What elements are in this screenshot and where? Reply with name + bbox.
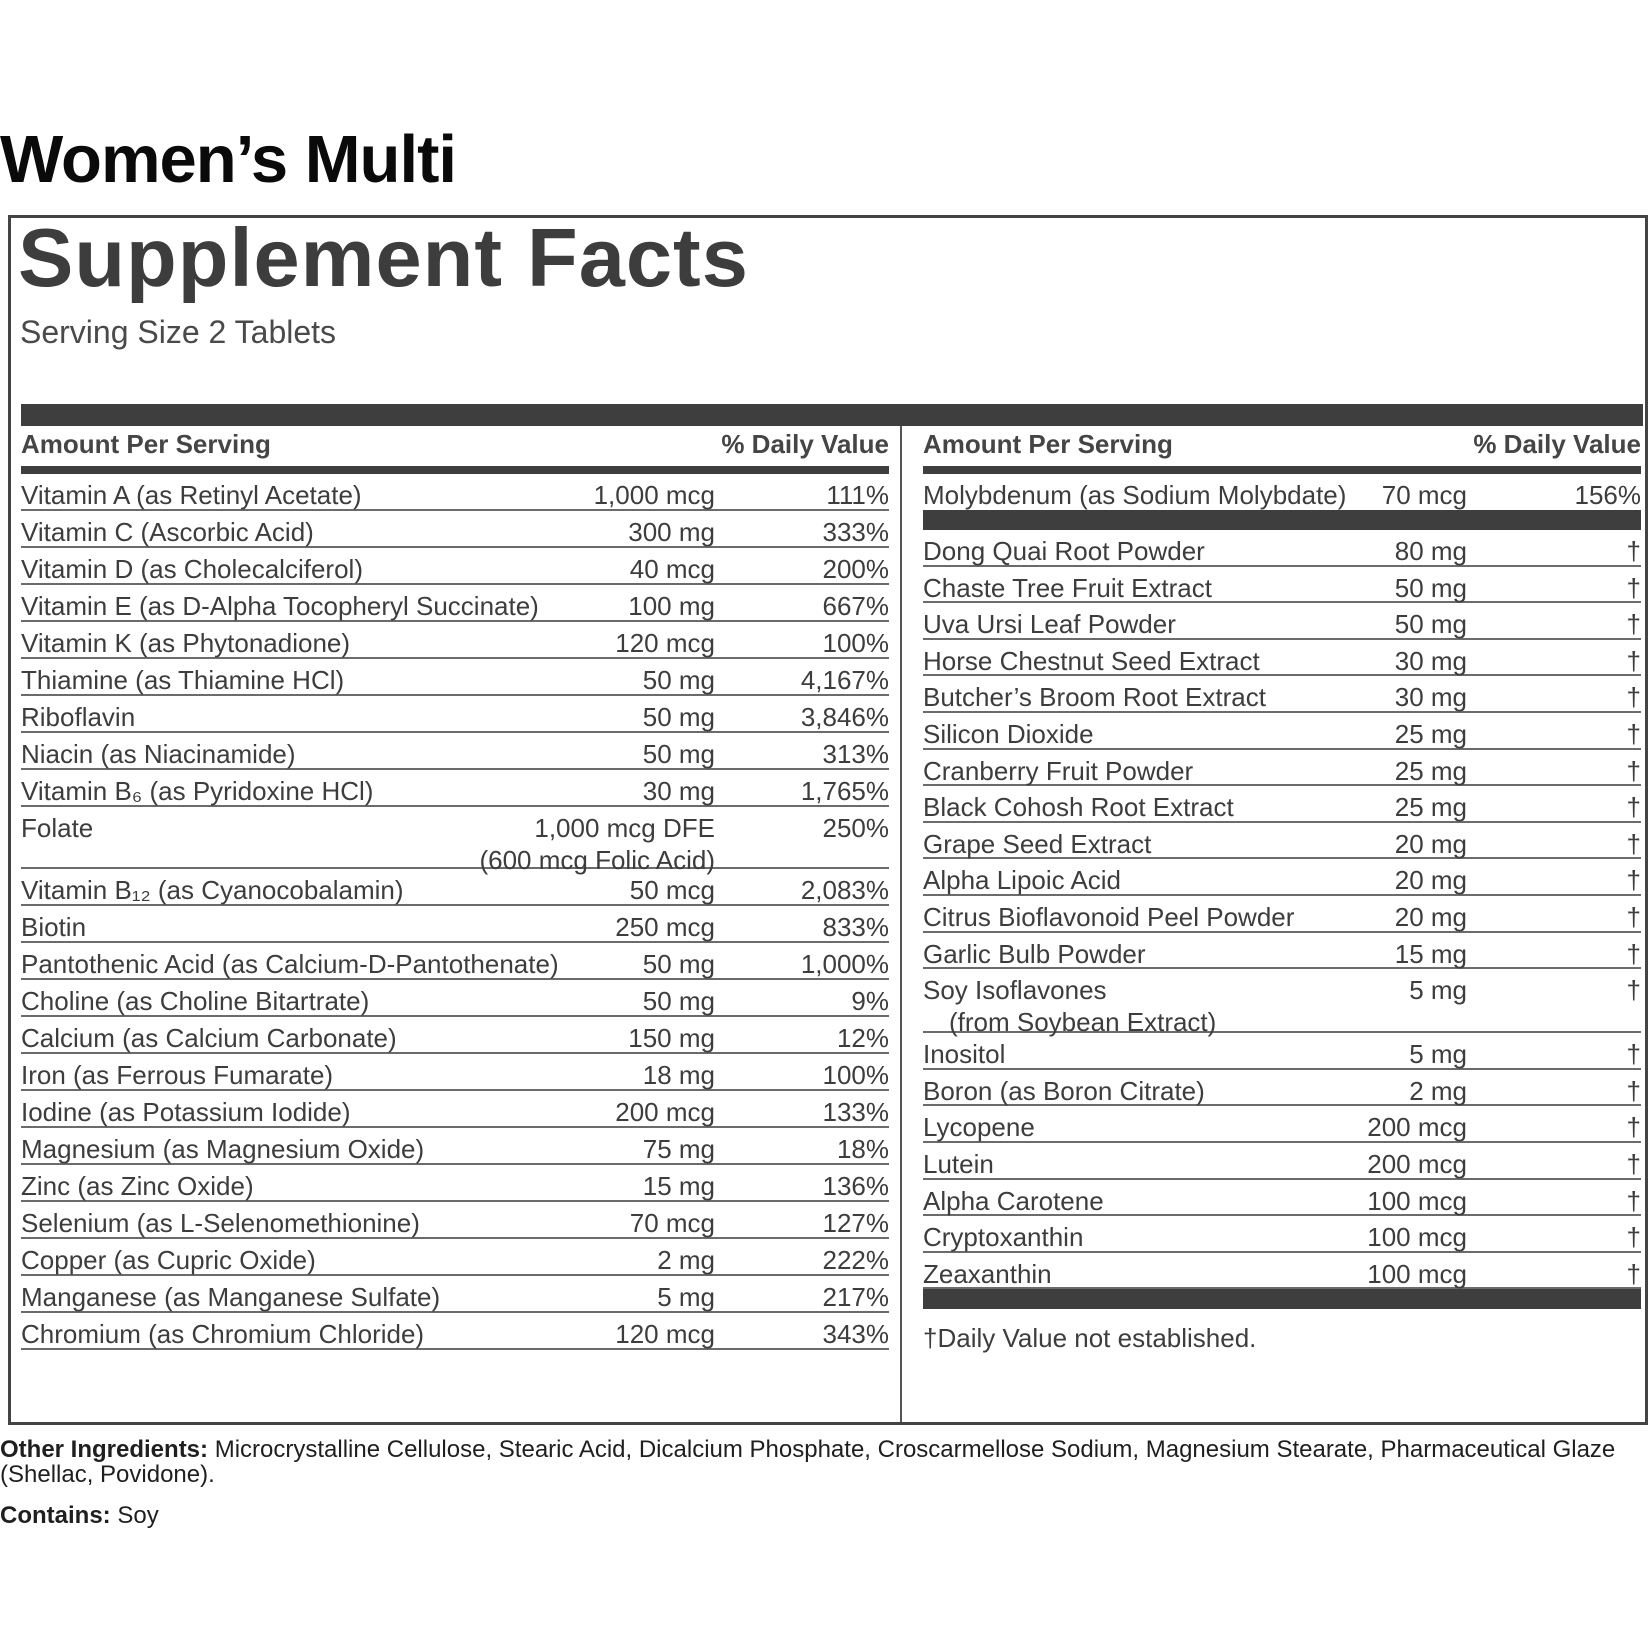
nutrient-row	[21, 659, 889, 696]
nutrient-row	[923, 1216, 1641, 1253]
nutrient-row	[923, 1070, 1641, 1107]
nutrient-row	[21, 1128, 889, 1165]
nutrient-name: Cryptoxanthin	[923, 1222, 1084, 1253]
nutrient-row	[21, 1091, 889, 1128]
nutrient-row	[923, 567, 1641, 604]
nutrient-daily-value: 217%	[822, 1282, 889, 1312]
contains-label: Contains:	[0, 1502, 111, 1529]
nutrient-daily-value: 833%	[822, 912, 889, 942]
nutrient-name: Black Cohosh Root Extract	[923, 792, 1234, 823]
product-title: Women’s Multi	[0, 122, 456, 197]
nutrient-row	[923, 969, 1641, 1038]
nutrient-daily-value: 3,846%	[800, 702, 889, 732]
nutrient-amount: 50 mg	[642, 949, 715, 979]
nutrient-name: Calcium (as Calcium Carbonate)	[21, 1023, 397, 1053]
nutrient-daily-value: †	[1626, 682, 1641, 713]
nutrient-amount: 100 mg	[628, 591, 715, 621]
nutrient-name: Vitamin D (as Cholecalciferol)	[21, 554, 363, 584]
nutrient-daily-value: †	[1626, 938, 1641, 969]
nutrient-daily-value: †	[1626, 1258, 1641, 1289]
nutrient-amount: 2 mg	[1409, 1075, 1467, 1106]
nutrient-daily-value: 18%	[836, 1134, 889, 1164]
nutrient-amount: 2 mg	[657, 1245, 715, 1275]
nutrient-row	[21, 943, 889, 980]
nutrient-daily-value: †	[1626, 755, 1641, 786]
nutrient-daily-value: †	[1626, 792, 1641, 823]
nutrient-name: Silicon Dioxide	[923, 718, 1094, 749]
header-daily-value: % Daily Value	[721, 429, 889, 459]
nutrient-daily-value: †	[1626, 828, 1641, 859]
nutrient-name: Riboflavin	[21, 702, 136, 732]
nutrient-row	[21, 807, 889, 875]
nutrient-name: Butcher’s Broom Root Extract	[923, 682, 1266, 713]
nutrient-row	[21, 1165, 889, 1202]
nutrient-amount: 50 mg	[642, 665, 715, 695]
nutrient-daily-value: †	[1626, 1185, 1641, 1216]
nutrient-daily-value: 1,000%	[800, 949, 889, 979]
left-header	[21, 426, 889, 474]
header-daily-value: % Daily Value	[1473, 429, 1641, 459]
nutrient-row	[923, 896, 1641, 933]
nutrient-row	[923, 474, 1641, 510]
nutrient-name: Chaste Tree Fruit Extract	[923, 572, 1212, 603]
nutrient-daily-value: †	[1626, 865, 1641, 896]
other-ingredients-text: Microcrystalline Cellulose, Stearic Acid, Dicalcium Phosphate, Croscarmellose Sodium, Magnesium Stearate, Pharmaceutical Glaze (Shellac, Povidone).	[0, 1436, 1616, 1488]
nutrient-row	[21, 1276, 889, 1313]
nutrient-name: Dong Quai Root Powder	[923, 536, 1205, 566]
serving-size: Serving Size 2 Tablets	[20, 314, 337, 350]
nutrient-name: Vitamin E (as D-Alpha Tocopheryl Succinate)	[21, 591, 539, 621]
nutrient-daily-value: 250%	[822, 813, 889, 843]
nutrient-amount: 5 mg	[1409, 1039, 1467, 1070]
nutrient-row	[923, 750, 1641, 787]
nutrient-amount: 18 mg	[642, 1060, 715, 1090]
nutrient-name: Chromium (as Chromium Chloride)	[21, 1319, 425, 1349]
nutrient-amount: 30 mg	[1394, 645, 1467, 676]
contains-text: Soy	[117, 1502, 159, 1529]
right-header	[923, 426, 1641, 474]
nutrient-daily-value: 12%	[836, 1023, 889, 1053]
nutrient-row	[923, 1143, 1641, 1180]
nutrient-name: Grape Seed Extract	[923, 828, 1152, 859]
contains	[0, 1502, 159, 1530]
nutrient-row	[923, 676, 1641, 713]
nutrient-daily-value: 133%	[822, 1097, 889, 1127]
nutrient-row	[923, 1106, 1641, 1143]
nutrient-row	[923, 1253, 1641, 1290]
nutrient-daily-value: 4,167%	[800, 665, 889, 695]
nutrient-name: Pantothenic Acid (as Calcium-D-Pantothenate)	[21, 949, 559, 979]
nutrient-name: Molybdenum (as Sodium Molybdate)	[923, 480, 1347, 510]
nutrient-row	[21, 548, 889, 585]
facts-title: Supplement Facts	[18, 211, 749, 304]
nutrient-amount: 75 mg	[642, 1134, 715, 1164]
nutrient-name: Iron (as Ferrous Fumarate)	[21, 1060, 334, 1090]
nutrient-daily-value: †	[1626, 1075, 1641, 1106]
nutrient-amount: 1,000 mcg DFE	[534, 813, 715, 843]
nutrient-daily-value: 333%	[822, 517, 889, 547]
nutrient-name: Horse Chestnut Seed Extract	[923, 645, 1260, 676]
header-amount: Amount Per Serving	[21, 429, 271, 459]
nutrient-name: Thiamine (as Thiamine HCl)	[21, 665, 345, 695]
left-column	[21, 426, 889, 1350]
nutrient-amount: 70 mcg	[1381, 480, 1467, 510]
nutrient-amount: 120 mcg	[615, 1319, 715, 1349]
nutrient-name: Manganese (as Manganese Sulfate)	[21, 1282, 441, 1312]
nutrient-daily-value: †	[1626, 572, 1641, 603]
nutrient-name: Soy Isoflavones	[923, 975, 1107, 1006]
nutrient-amount: 20 mg	[1394, 901, 1467, 932]
nutrient-amount: 150 mg	[628, 1023, 715, 1053]
nutrient-name: Alpha Carotene	[923, 1185, 1104, 1216]
nutrient-daily-value: †	[1626, 975, 1641, 1006]
nutrient-amount: 15 mg	[1394, 938, 1467, 969]
nutrient-daily-value: 136%	[822, 1171, 889, 1201]
nutrient-name: Choline (as Choline Bitartrate)	[21, 986, 370, 1016]
nutrient-row	[21, 511, 889, 548]
nutrient-daily-value: 2,083%	[800, 875, 889, 905]
nutrient-amount: 300 mg	[628, 517, 715, 547]
nutrient-name: Magnesium (as Magnesium Oxide)	[21, 1134, 425, 1164]
nutrient-amount: 1,000 mcg	[593, 480, 715, 510]
nutrient-amount: 100 mcg	[1367, 1222, 1467, 1253]
nutrient-row	[21, 1202, 889, 1239]
nutrient-name: Alpha Lipoic Acid	[923, 865, 1122, 896]
nutrient-name: Folate	[21, 813, 94, 843]
nutrient-amount: 250 mcg	[615, 912, 715, 942]
nutrient-daily-value: 222%	[822, 1245, 889, 1275]
nutrient-name: Iodine (as Potassium Iodide)	[21, 1097, 351, 1127]
nutrient-amount: 25 mg	[1394, 755, 1467, 786]
nutrient-amount: 200 mcg	[1367, 1148, 1467, 1179]
nutrient-amount: 120 mcg	[615, 628, 715, 658]
nutrient-name: Garlic Bulb Powder	[923, 938, 1146, 969]
nutrient-amount: 70 mcg	[629, 1208, 715, 1238]
section-divider-bar	[923, 510, 1641, 530]
nutrient-daily-value: 111%	[826, 480, 889, 510]
nutrient-daily-value: 100%	[822, 1060, 889, 1090]
nutrient-daily-value: 343%	[822, 1319, 889, 1349]
nutrient-amount: 15 mg	[642, 1171, 715, 1201]
nutrient-name: Lycopene	[923, 1112, 1035, 1143]
top-divider-bar	[21, 404, 1643, 426]
nutrient-daily-value: †	[1626, 1112, 1641, 1143]
nutrient-row	[923, 1033, 1641, 1070]
header-amount: Amount Per Serving	[923, 429, 1173, 459]
nutrient-name: Cranberry Fruit Powder	[923, 755, 1194, 786]
nutrient-daily-value: †	[1626, 1222, 1641, 1253]
footnote: †Daily Value not established.	[923, 1323, 1257, 1354]
nutrient-amount-detail: (600 mcg Folic Acid)	[479, 845, 715, 875]
nutrient-amount: 20 mg	[1394, 865, 1467, 896]
nutrient-row	[21, 869, 889, 906]
nutrient-row	[923, 530, 1641, 567]
nutrient-daily-value: 9%	[851, 986, 889, 1016]
right-rows	[923, 530, 1641, 1289]
nutrient-amount: 50 mcg	[629, 875, 715, 905]
nutrient-amount: 30 mg	[1394, 682, 1467, 713]
nutrient-daily-value: †	[1626, 1148, 1641, 1179]
nutrient-row	[21, 1313, 889, 1350]
nutrient-amount: 30 mg	[642, 776, 715, 806]
nutrient-amount: 25 mg	[1394, 718, 1467, 749]
nutrient-daily-value: 127%	[822, 1208, 889, 1238]
other-ingredients-label: Other Ingredients:	[0, 1436, 209, 1463]
nutrient-daily-value: 156%	[1574, 480, 1641, 510]
nutrient-name: Selenium (as L-Selenomethionine)	[21, 1208, 420, 1238]
nutrient-name: Vitamin B₆ (as Pyridoxine HCl)	[21, 776, 374, 806]
nutrient-daily-value: 313%	[822, 739, 889, 769]
nutrient-row	[21, 1239, 889, 1276]
nutrient-row	[21, 1017, 889, 1054]
nutrient-name: Zeaxanthin	[923, 1258, 1052, 1289]
section-divider-bar	[923, 1289, 1641, 1309]
nutrient-daily-value: 200%	[822, 554, 889, 584]
nutrient-row	[923, 786, 1641, 823]
nutrient-daily-value: †	[1626, 609, 1641, 640]
nutrient-row	[21, 696, 889, 733]
nutrient-daily-value: 100%	[822, 628, 889, 658]
nutrient-row	[923, 713, 1641, 750]
nutrient-amount: 100 mcg	[1367, 1258, 1467, 1289]
nutrient-name: Inositol	[923, 1039, 1006, 1070]
nutrient-name: Copper (as Cupric Oxide)	[21, 1245, 316, 1275]
nutrient-amount: 200 mcg	[1367, 1112, 1467, 1143]
supplement-facts-panel	[8, 211, 1648, 1425]
nutrient-amount: 25 mg	[1394, 792, 1467, 823]
nutrient-name: Vitamin K (as Phytonadione)	[21, 628, 351, 658]
nutrient-row	[923, 859, 1641, 896]
nutrient-daily-value: †	[1626, 718, 1641, 749]
nutrient-row	[21, 906, 889, 943]
nutrient-row	[923, 1180, 1641, 1217]
nutrient-amount: 40 mcg	[629, 554, 715, 584]
nutrient-amount: 50 mg	[1394, 572, 1467, 603]
nutrient-row	[21, 585, 889, 622]
nutrient-amount: 200 mcg	[615, 1097, 715, 1127]
nutrient-amount: 20 mg	[1394, 828, 1467, 859]
nutrient-amount: 50 mg	[1394, 609, 1467, 640]
nutrient-amount: 100 mcg	[1367, 1185, 1467, 1216]
nutrient-row	[923, 640, 1641, 677]
nutrient-amount: 50 mg	[642, 702, 715, 732]
nutrient-row	[923, 823, 1641, 860]
nutrient-daily-value: †	[1626, 1039, 1641, 1070]
nutrient-name: Vitamin A (as Retinyl Acetate)	[21, 480, 362, 510]
right-column	[923, 426, 1641, 1354]
nutrient-name: Citrus Bioflavonoid Peel Powder	[923, 901, 1295, 932]
nutrient-row	[21, 622, 889, 659]
nutrient-amount: 50 mg	[642, 986, 715, 1016]
nutrient-amount: 50 mg	[642, 739, 715, 769]
nutrient-name-detail: (from Soybean Extract)	[949, 1007, 1217, 1038]
nutrient-amount: 5 mg	[657, 1282, 715, 1312]
nutrient-amount: 5 mg	[1409, 975, 1467, 1006]
nutrient-daily-value: 667%	[822, 591, 889, 621]
nutrient-daily-value: †	[1626, 901, 1641, 932]
nutrient-name: Niacin (as Niacinamide)	[21, 739, 296, 769]
column-divider	[900, 426, 902, 1422]
nutrient-name: Lutein	[923, 1148, 994, 1179]
nutrient-row	[21, 980, 889, 1017]
nutrient-row	[923, 603, 1641, 640]
nutrient-name: Vitamin B₁₂ (as Cyanocobalamin)	[21, 875, 404, 905]
left-rows	[21, 474, 889, 1350]
nutrient-name: Boron (as Boron Citrate)	[923, 1075, 1205, 1106]
nutrient-row	[923, 933, 1641, 970]
nutrient-name: Uva Ursi Leaf Powder	[923, 609, 1176, 640]
nutrient-name: Zinc (as Zinc Oxide)	[21, 1171, 254, 1201]
nutrient-row	[21, 733, 889, 770]
nutrient-daily-value: †	[1626, 536, 1641, 566]
nutrient-daily-value: 1,765%	[800, 776, 889, 806]
other-ingredients	[0, 1437, 1640, 1487]
nutrient-row	[21, 770, 889, 807]
nutrient-daily-value: †	[1626, 645, 1641, 676]
nutrient-name: Biotin	[21, 912, 87, 942]
nutrient-row	[21, 1054, 889, 1091]
nutrient-row	[21, 474, 889, 511]
nutrient-name: Vitamin C (Ascorbic Acid)	[21, 517, 314, 547]
nutrient-amount: 80 mg	[1394, 536, 1467, 566]
